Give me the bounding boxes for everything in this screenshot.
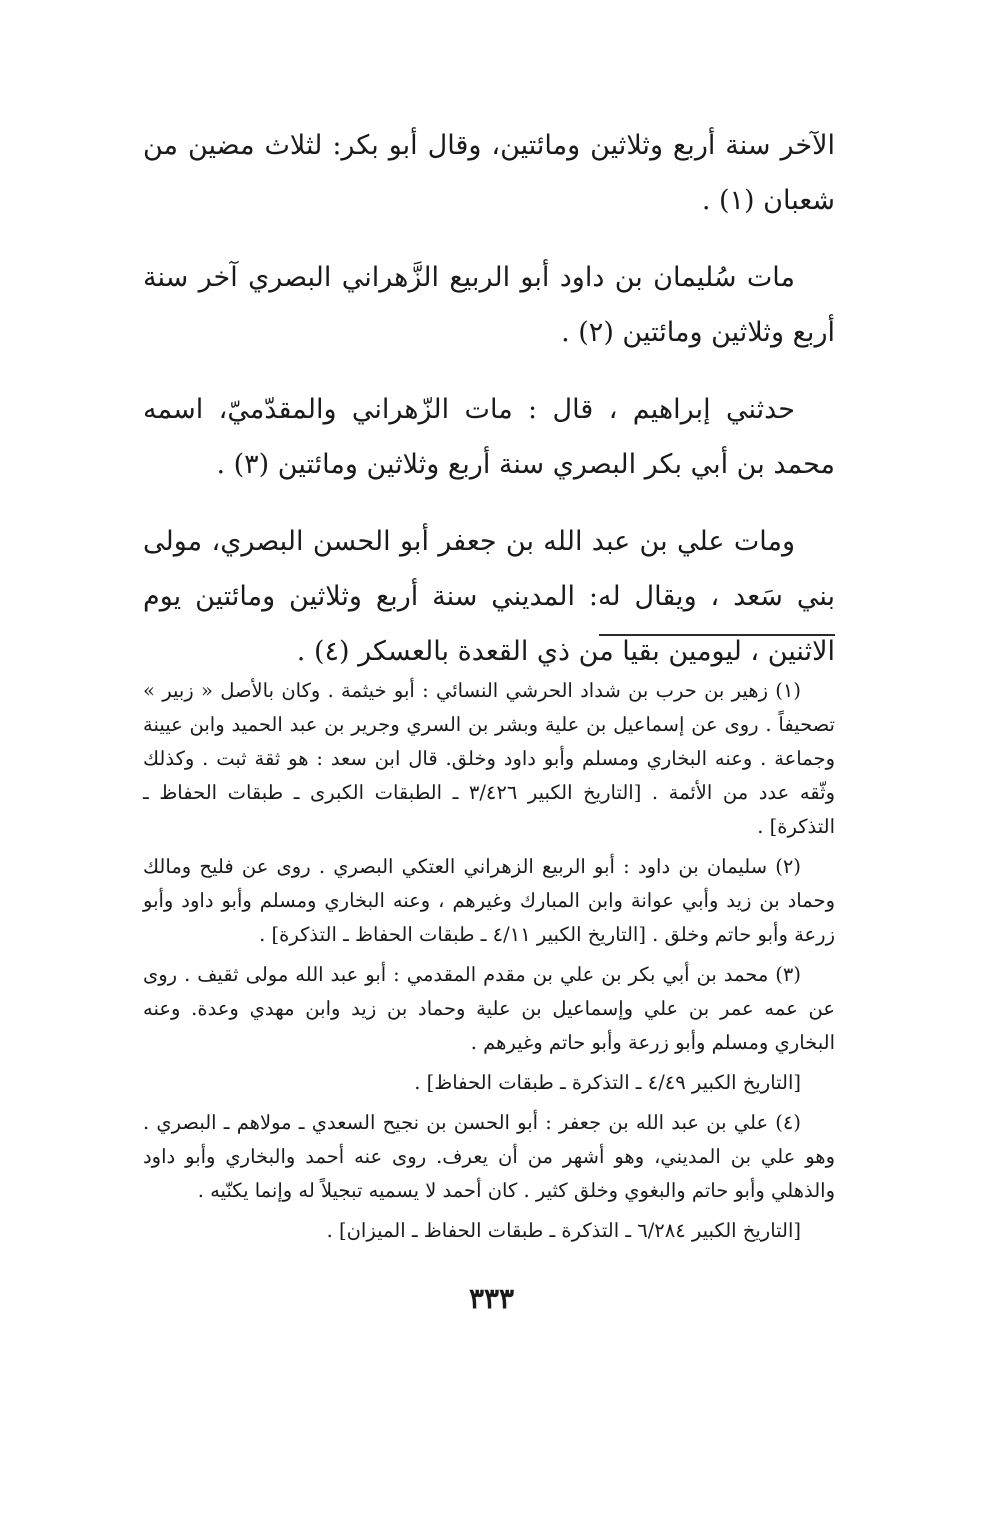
footnotes [143,674,835,1254]
main-text [143,118,835,701]
footnote-4-reference: [التاريخ الكبير ٦/٢٨٤ ـ التذكرة ـ طبقات الحفاظ ـ الميزان] . [326,1219,801,1242]
footnote-divider [599,634,835,636]
footnote-3: (٣) محمد بن أبي بكر بن علي بن مقدم المقدمي : أبو عبد الله مولى ثقيف . روى عن عمه عمر بن علي وإسماعيل بن علية وحماد بن زيد وابن مهدي وعدة. وعنه البخاري ومسلم وأبو زرعة وأبو حاتم وغيرهم . [143,963,835,1054]
paragraph-3: حدثني إبراهيم ، قال : مات الزّهراني والمقدّميّ، اسمه محمد بن أبي بكر البصري سنة أربع وثلاثين ومائتين (٣) . [143,394,835,480]
footnote-2: (٢) سليمان بن داود : أبو الربيع الزهراني العتكي البصري . روى عن فليح ومالك وحماد بن زيد وأبي عوانة وابن المبارك وغيرهم ، وعنه البخاري ومسلم وأبو داود وأبو زرعة وأبو حاتم وخلق . [التاريخ الكبير ٤/١١ ـ طبقات الحفاظ ـ التذكرة] . [143,855,835,946]
footnote-4: (٤) علي بن عبد الله بن جعفر : أبو الحسن بن نجيح السعدي ـ مولاهم ـ البصري . وهو علي بن المديني، وهو أشهر من أن يعرف. روى عنه أحمد والبخاري وأبو داود والذهلي وأبو حاتم والبغوي وخلق كثير . كان أحمد لا يسميه تبجيلاً له وإنما يكنّيه . [143,1111,835,1202]
paragraph-4: ومات علي بن عبد الله بن جعفر أبو الحسن البصري، مولى بني سَعد ، ويقال له: المديني سنة أربع وثلاثين ومائتين يوم الاثنين ، ليومين بقيا من ذي القعدة بالعسكر (٤) . [143,526,835,667]
page-number: ٣٣٣ [468,1282,515,1315]
footnote-1: (١) زهير بن حرب بن شداد الحرشي النسائي : أبو خيثمة . وكان بالأصل « زبير » تصحيفاً . روى عن إسماعيل بن علية وبشر بن السري وجرير بن عبد الحميد وابن عيينة وجماعة . وعنه البخاري ومسلم وأبو داود وخلق. قال ابن سعد : هو ثقة ثبت . وكذلك وثّقه عدد من الأئمة . [التاريخ الكبير ٣/٤٢٦ ـ الطبقات الكبرى ـ طبقات الحفاظ ـ التذكرة] . [143,679,835,838]
paragraph-2: مات سُليمان بن داود أبو الربيع الزَّهراني البصري آخر سنة أربع وثلاثين ومائتين (٢) . [143,262,835,348]
footnote-3-reference: [التاريخ الكبير ٤/٤٩ ـ التذكرة ـ طبقات الحفاظ] . [414,1071,801,1094]
paragraph-1: الآخر سنة أربع وثلاثين ومائتين، وقال أبو بكر: لثلاث مضين من شعبان (١) . [143,130,835,216]
